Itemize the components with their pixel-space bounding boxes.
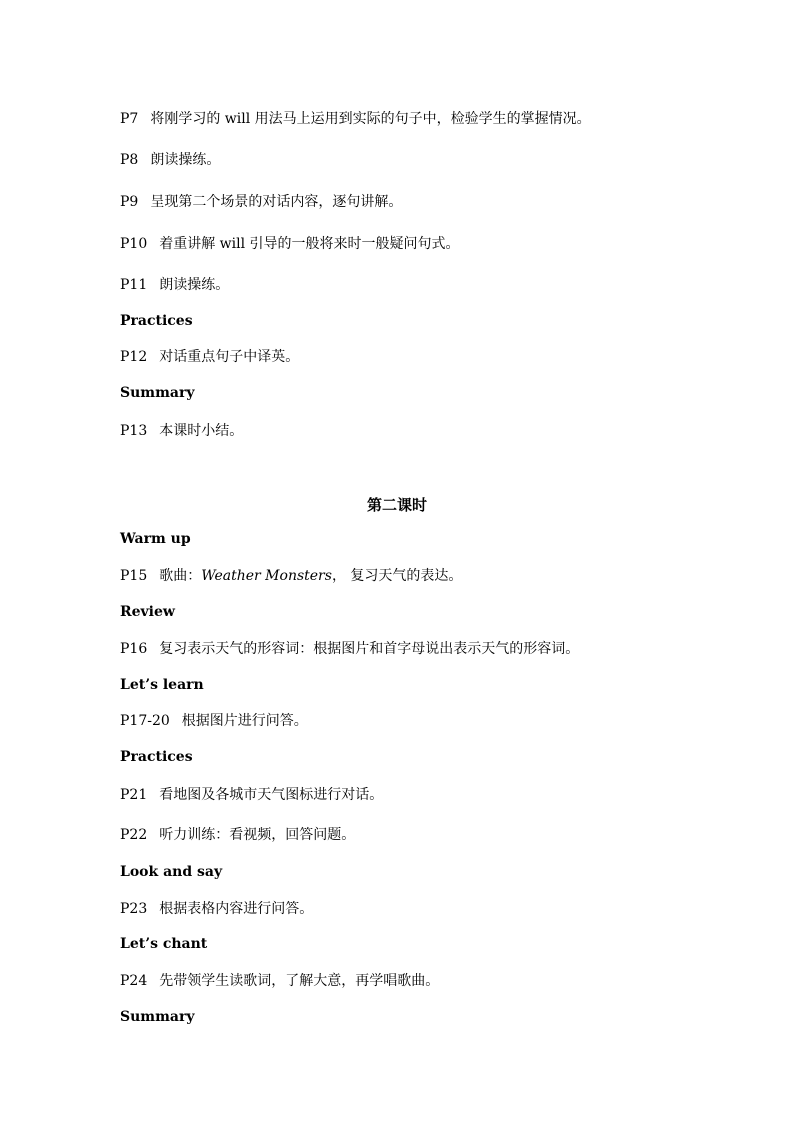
section-heading-look-and-say: Look and say: [120, 864, 223, 880]
section-heading-review: Review: [120, 604, 175, 620]
section-heading-lets-learn: Let’s learn: [120, 677, 204, 693]
item-text: 根据表格内容进行问答。: [159, 901, 314, 917]
item-text: 将刚学习的 will 用法马上运用到实际的句子中，检验学生的掌握情况。: [150, 111, 591, 127]
item-p8: [120, 151, 220, 169]
item-text: 呈现第二个场景的对话内容，逐句讲解。: [150, 194, 403, 210]
item-text: [159, 567, 462, 585]
page-ref: P21: [120, 787, 148, 803]
item-text: 着重讲解 will 引导的一般将来时一般疑问句式。: [159, 236, 460, 252]
item-text: 朗读操练。: [150, 152, 221, 168]
item-text: 看地图及各城市天气图标进行对话。: [159, 787, 384, 803]
item-p21: [120, 786, 383, 804]
item-p17-20: [120, 712, 308, 730]
page-ref: P17-20: [120, 713, 170, 729]
section-heading-summary: Summary: [120, 385, 195, 401]
item-p22: [120, 826, 355, 844]
page-ref: P16: [120, 641, 148, 657]
lesson-title: 第二课时: [366, 496, 427, 514]
section-heading-warmup: Warm up: [120, 531, 191, 547]
item-text: 对话重点句子中译英。: [159, 349, 300, 365]
page-ref: P15: [120, 568, 148, 584]
page-ref: P8: [120, 152, 139, 168]
section-heading-practices: Practices: [120, 313, 193, 329]
section-heading-summary-2: Summary: [120, 1009, 195, 1025]
item-p24: [120, 972, 439, 990]
page-ref: P23: [120, 901, 148, 917]
item-text: 先带领学生读歌词，了解大意，再学唱歌曲。: [159, 973, 440, 989]
song-suffix: ， 复习天气的表达。: [331, 568, 463, 584]
page-ref: P22: [120, 827, 148, 843]
section-heading-lets-chant: Let’s chant: [120, 936, 208, 952]
item-text: 复习表示天气的形容词：根据图片和首字母说出表示天气的形容词。: [159, 641, 580, 657]
page-ref: P13: [120, 423, 148, 439]
page-ref: P24: [120, 973, 148, 989]
item-p16: [120, 640, 579, 658]
item-p7: [120, 110, 591, 128]
item-text: 本课时小结。: [159, 423, 244, 439]
page-ref: P11: [120, 277, 148, 293]
item-text: 根据图片进行问答。: [181, 713, 308, 729]
item-text: 听力训练：看视频，回答问题。: [159, 827, 356, 843]
page-ref: P7: [120, 111, 139, 127]
item-p9: [120, 193, 402, 211]
page-ref: P9: [120, 194, 139, 210]
item-text: 朗读操练。: [159, 277, 230, 293]
page-ref: P12: [120, 349, 148, 365]
item-p13: [120, 422, 243, 440]
page-ref: P10: [120, 236, 148, 252]
item-p10: [120, 235, 460, 253]
song-prefix: 歌曲：: [159, 568, 202, 584]
song-title: Weather Monsters: [201, 568, 332, 584]
section-heading-practices-2: Practices: [120, 749, 193, 765]
item-p15: [120, 567, 462, 585]
item-p11: [120, 276, 229, 294]
item-p23: [120, 900, 313, 918]
item-p12: [120, 348, 299, 366]
